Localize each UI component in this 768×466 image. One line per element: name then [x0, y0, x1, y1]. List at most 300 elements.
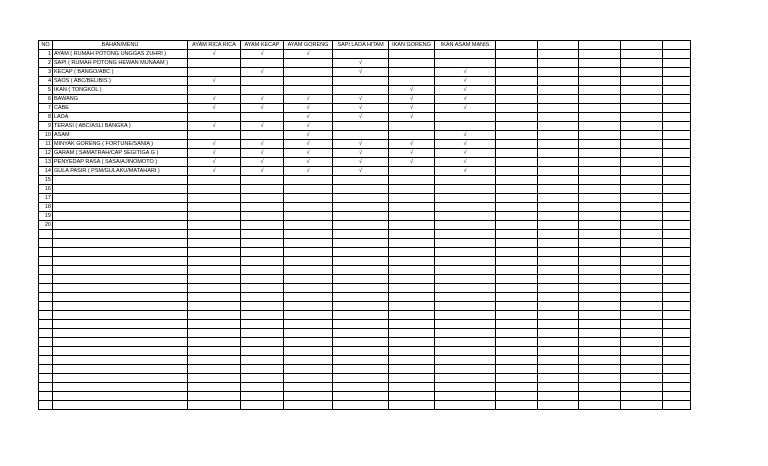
empty-cell	[579, 338, 621, 347]
empty-cell	[389, 356, 435, 365]
empty-cell	[53, 401, 188, 410]
check-mark-cell	[621, 194, 663, 203]
empty-cell	[333, 293, 389, 302]
check-mark-cell	[241, 59, 284, 68]
empty-cell	[663, 401, 691, 410]
ingredient-cell: ASAM	[53, 131, 188, 140]
empty-cell	[621, 311, 663, 320]
check-mark-cell: √	[284, 50, 333, 59]
check-mark-cell	[496, 113, 538, 122]
ingredient-menu-table	[38, 40, 691, 410]
check-mark-cell	[284, 59, 333, 68]
empty-cell	[333, 356, 389, 365]
empty-cell	[241, 356, 284, 365]
empty-cell	[579, 365, 621, 374]
empty-cell	[53, 284, 188, 293]
empty-cell	[333, 347, 389, 356]
empty-cell	[53, 248, 188, 257]
ingredient-cell: SAPI ( RUMAH POTONG HEWAN MUNAAM )	[53, 59, 188, 68]
check-mark-cell: √	[333, 104, 389, 113]
table-row	[39, 221, 691, 230]
empty-cell	[621, 365, 663, 374]
check-mark-cell	[663, 176, 691, 185]
check-mark-cell	[333, 50, 389, 59]
empty-cell	[333, 311, 389, 320]
check-mark-cell	[663, 122, 691, 131]
empty-cell	[389, 401, 435, 410]
check-mark-cell	[241, 212, 284, 221]
ingredient-cell: PENYEDAP RASA ( SASA/AJINOMOTO )	[53, 158, 188, 167]
empty-cell	[284, 275, 333, 284]
check-mark-cell	[663, 68, 691, 77]
empty-cell	[284, 392, 333, 401]
empty-cell	[435, 347, 496, 356]
empty-cell	[496, 320, 538, 329]
empty-cell	[496, 374, 538, 383]
table-row-empty	[39, 311, 691, 320]
empty-cell	[53, 320, 188, 329]
empty-cell	[53, 374, 188, 383]
empty-cell	[579, 275, 621, 284]
empty-cell	[389, 338, 435, 347]
empty-cell	[39, 401, 53, 410]
check-mark-cell	[538, 140, 579, 149]
empty-cell	[39, 383, 53, 392]
empty-cell	[663, 338, 691, 347]
check-mark-cell	[435, 176, 496, 185]
check-mark-cell	[389, 212, 435, 221]
table-row-empty	[39, 320, 691, 329]
empty-cell	[284, 320, 333, 329]
empty-cell	[538, 266, 579, 275]
empty-cell	[333, 401, 389, 410]
empty-cell	[435, 257, 496, 266]
empty-cell	[39, 284, 53, 293]
ingredient-cell	[53, 212, 188, 221]
empty-cell	[188, 401, 241, 410]
empty-cell	[241, 374, 284, 383]
empty-cell	[241, 338, 284, 347]
check-mark-cell: √	[435, 149, 496, 158]
empty-cell	[39, 347, 53, 356]
empty-cell	[538, 320, 579, 329]
empty-cell	[621, 302, 663, 311]
check-mark-cell	[579, 104, 621, 113]
row-number: 1	[39, 50, 53, 59]
row-number: 5	[39, 86, 53, 95]
table-row	[39, 86, 691, 95]
check-mark-cell	[579, 86, 621, 95]
check-mark-cell: √	[389, 95, 435, 104]
empty-cell	[663, 356, 691, 365]
ingredient-cell: TERASI ( ABC/ASLI BANGKA )	[53, 122, 188, 131]
table-row-empty	[39, 356, 691, 365]
check-mark-cell	[579, 68, 621, 77]
check-mark-cell: √	[241, 95, 284, 104]
empty-cell	[39, 311, 53, 320]
check-mark-cell	[389, 131, 435, 140]
empty-cell	[496, 401, 538, 410]
empty-cell	[39, 320, 53, 329]
empty-cell	[389, 365, 435, 374]
check-mark-cell	[188, 131, 241, 140]
check-mark-cell	[579, 113, 621, 122]
check-mark-cell	[621, 140, 663, 149]
check-mark-cell: √	[284, 158, 333, 167]
empty-cell	[435, 284, 496, 293]
empty-cell	[538, 329, 579, 338]
empty-cell	[53, 338, 188, 347]
check-mark-cell	[538, 86, 579, 95]
table-row	[39, 176, 691, 185]
check-mark-cell	[389, 77, 435, 86]
check-mark-cell: √	[435, 77, 496, 86]
empty-cell	[538, 275, 579, 284]
ingredient-cell	[53, 194, 188, 203]
table-row	[39, 167, 691, 176]
check-mark-cell	[333, 221, 389, 230]
empty-cell	[39, 248, 53, 257]
header-menu: IKAN ASAM MANIS	[435, 41, 496, 50]
empty-cell	[188, 239, 241, 248]
ingredient-cell	[53, 176, 188, 185]
empty-cell	[241, 230, 284, 239]
empty-cell	[621, 347, 663, 356]
header-no: NO	[39, 41, 53, 50]
header-menu: AYAM GORENG	[284, 41, 333, 50]
empty-cell	[333, 266, 389, 275]
empty-cell	[333, 392, 389, 401]
check-mark-cell	[496, 167, 538, 176]
empty-cell	[284, 302, 333, 311]
check-mark-cell: √	[188, 167, 241, 176]
empty-cell	[435, 239, 496, 248]
check-mark-cell	[538, 176, 579, 185]
empty-cell	[621, 239, 663, 248]
check-mark-cell	[188, 194, 241, 203]
empty-cell	[333, 329, 389, 338]
check-mark-cell	[496, 122, 538, 131]
check-mark-cell	[435, 59, 496, 68]
check-mark-cell	[663, 158, 691, 167]
row-number: 8	[39, 113, 53, 122]
empty-cell	[389, 239, 435, 248]
empty-cell	[389, 311, 435, 320]
empty-cell	[39, 266, 53, 275]
empty-cell	[663, 392, 691, 401]
empty-cell	[621, 320, 663, 329]
empty-cell	[284, 401, 333, 410]
check-mark-cell	[435, 212, 496, 221]
check-mark-cell: √	[188, 104, 241, 113]
empty-cell	[333, 257, 389, 266]
check-mark-cell	[579, 221, 621, 230]
check-mark-cell	[663, 194, 691, 203]
check-mark-cell	[579, 77, 621, 86]
empty-cell	[188, 266, 241, 275]
empty-cell	[389, 275, 435, 284]
empty-cell	[39, 338, 53, 347]
header-menu: SAPI LADA HITAM	[333, 41, 389, 50]
check-mark-cell	[435, 113, 496, 122]
empty-cell	[579, 347, 621, 356]
empty-cell	[663, 284, 691, 293]
empty-cell	[538, 293, 579, 302]
check-mark-cell	[621, 203, 663, 212]
empty-cell	[389, 329, 435, 338]
empty-cell	[389, 293, 435, 302]
empty-cell	[496, 239, 538, 248]
empty-cell	[621, 338, 663, 347]
empty-cell	[284, 239, 333, 248]
check-mark-cell: √	[435, 68, 496, 77]
ingredient-cell: SAOS ( ABC/BELIBIS )	[53, 77, 188, 86]
empty-cell	[389, 347, 435, 356]
check-mark-cell	[663, 185, 691, 194]
check-mark-cell	[663, 50, 691, 59]
table-row	[39, 59, 691, 68]
empty-cell	[621, 392, 663, 401]
check-mark-cell	[389, 50, 435, 59]
row-number: 19	[39, 212, 53, 221]
check-mark-cell	[333, 203, 389, 212]
empty-cell	[496, 383, 538, 392]
check-mark-cell	[663, 203, 691, 212]
check-mark-cell	[284, 77, 333, 86]
empty-cell	[39, 275, 53, 284]
check-mark-cell	[389, 59, 435, 68]
empty-cell	[241, 239, 284, 248]
ingredient-cell	[53, 203, 188, 212]
check-mark-cell	[188, 176, 241, 185]
empty-cell	[579, 293, 621, 302]
ingredient-cell: GARAM ( SAMATRAH/CAP SEGITIGA G )	[53, 149, 188, 158]
empty-cell	[53, 302, 188, 311]
check-mark-cell	[538, 131, 579, 140]
check-mark-cell: √	[241, 149, 284, 158]
row-number: 4	[39, 77, 53, 86]
check-mark-cell	[538, 158, 579, 167]
empty-cell	[579, 239, 621, 248]
empty-cell	[241, 329, 284, 338]
empty-cell	[538, 365, 579, 374]
check-mark-cell	[663, 212, 691, 221]
row-number: 18	[39, 203, 53, 212]
empty-cell	[621, 374, 663, 383]
empty-cell	[496, 347, 538, 356]
check-mark-cell	[333, 194, 389, 203]
check-mark-cell	[579, 95, 621, 104]
empty-cell	[241, 383, 284, 392]
check-mark-cell	[663, 104, 691, 113]
check-mark-cell	[621, 221, 663, 230]
table-row-empty	[39, 338, 691, 347]
table-body	[39, 50, 691, 410]
check-mark-cell	[621, 104, 663, 113]
table-row	[39, 113, 691, 122]
empty-cell	[538, 401, 579, 410]
table-row-empty	[39, 302, 691, 311]
check-mark-cell	[579, 176, 621, 185]
empty-cell	[435, 311, 496, 320]
ingredient-cell: CABE	[53, 104, 188, 113]
row-number: 7	[39, 104, 53, 113]
check-mark-cell: √	[241, 104, 284, 113]
check-mark-cell: √	[435, 104, 496, 113]
empty-cell	[538, 356, 579, 365]
empty-cell	[435, 230, 496, 239]
empty-cell	[621, 275, 663, 284]
check-mark-cell: √	[284, 122, 333, 131]
empty-cell	[621, 383, 663, 392]
check-mark-cell	[496, 140, 538, 149]
empty-cell	[496, 302, 538, 311]
empty-cell	[621, 248, 663, 257]
check-mark-cell	[389, 185, 435, 194]
empty-cell	[333, 275, 389, 284]
empty-cell	[663, 365, 691, 374]
empty-cell	[241, 248, 284, 257]
check-mark-cell: √	[241, 68, 284, 77]
check-mark-cell	[241, 185, 284, 194]
empty-cell	[621, 401, 663, 410]
check-mark-cell	[621, 50, 663, 59]
empty-cell	[188, 374, 241, 383]
table-row	[39, 131, 691, 140]
check-mark-cell	[333, 212, 389, 221]
check-mark-cell	[333, 77, 389, 86]
check-mark-cell	[579, 185, 621, 194]
empty-cell	[435, 329, 496, 338]
check-mark-cell	[389, 194, 435, 203]
check-mark-cell	[579, 131, 621, 140]
empty-cell	[538, 230, 579, 239]
check-mark-cell: √	[333, 158, 389, 167]
empty-cell	[39, 365, 53, 374]
table-row	[39, 149, 691, 158]
row-number: 17	[39, 194, 53, 203]
empty-cell	[389, 230, 435, 239]
row-number: 2	[39, 59, 53, 68]
empty-cell	[53, 275, 188, 284]
empty-cell	[663, 257, 691, 266]
empty-cell	[284, 356, 333, 365]
empty-cell	[621, 329, 663, 338]
check-mark-cell	[496, 158, 538, 167]
check-mark-cell	[496, 131, 538, 140]
check-mark-cell: √	[435, 86, 496, 95]
empty-cell	[435, 365, 496, 374]
check-mark-cell	[188, 59, 241, 68]
header-menu	[579, 41, 621, 50]
check-mark-cell	[496, 194, 538, 203]
empty-cell	[39, 356, 53, 365]
check-mark-cell: √	[284, 95, 333, 104]
check-mark-cell: √	[333, 149, 389, 158]
check-mark-cell	[241, 203, 284, 212]
check-mark-cell	[496, 77, 538, 86]
ingredient-cell: AYAM ( RUMAH POTONG UNGGAS ZUHRI )	[53, 50, 188, 59]
check-mark-cell	[389, 68, 435, 77]
check-mark-cell: √	[435, 131, 496, 140]
table-row-empty	[39, 257, 691, 266]
row-number: 9	[39, 122, 53, 131]
empty-cell	[496, 257, 538, 266]
table-row	[39, 95, 691, 104]
row-number: 11	[39, 140, 53, 149]
table-row	[39, 194, 691, 203]
check-mark-cell: √	[188, 149, 241, 158]
check-mark-cell: √	[333, 68, 389, 77]
check-mark-cell	[188, 113, 241, 122]
table-row-empty	[39, 266, 691, 275]
empty-cell	[389, 320, 435, 329]
empty-cell	[284, 383, 333, 392]
empty-cell	[496, 284, 538, 293]
header-menu: AYAM RICA RICA	[188, 41, 241, 50]
empty-cell	[496, 230, 538, 239]
empty-cell	[333, 383, 389, 392]
check-mark-cell	[241, 86, 284, 95]
check-mark-cell: √	[241, 167, 284, 176]
empty-cell	[241, 266, 284, 275]
empty-cell	[579, 230, 621, 239]
table-row	[39, 140, 691, 149]
empty-cell	[241, 302, 284, 311]
empty-cell	[389, 257, 435, 266]
empty-cell	[39, 374, 53, 383]
check-mark-cell	[663, 59, 691, 68]
empty-cell	[284, 311, 333, 320]
check-mark-cell	[538, 167, 579, 176]
table-row	[39, 50, 691, 59]
empty-cell	[241, 401, 284, 410]
check-mark-cell	[538, 185, 579, 194]
check-mark-cell	[284, 194, 333, 203]
empty-cell	[663, 293, 691, 302]
check-mark-cell	[496, 221, 538, 230]
check-mark-cell	[538, 221, 579, 230]
ingredient-cell: KECAP ( BANGO/ABC )	[53, 68, 188, 77]
check-mark-cell	[579, 203, 621, 212]
check-mark-cell	[241, 131, 284, 140]
check-mark-cell	[496, 59, 538, 68]
table-row	[39, 122, 691, 131]
empty-cell	[39, 239, 53, 248]
check-mark-cell	[663, 86, 691, 95]
empty-cell	[333, 302, 389, 311]
check-mark-cell	[663, 167, 691, 176]
empty-cell	[53, 347, 188, 356]
empty-cell	[579, 302, 621, 311]
check-mark-cell	[496, 212, 538, 221]
empty-cell	[241, 284, 284, 293]
empty-cell	[188, 383, 241, 392]
empty-cell	[284, 338, 333, 347]
empty-cell	[663, 311, 691, 320]
empty-cell	[496, 275, 538, 284]
empty-cell	[53, 329, 188, 338]
check-mark-cell	[496, 68, 538, 77]
check-mark-cell: √	[241, 140, 284, 149]
empty-cell	[663, 248, 691, 257]
check-mark-cell	[188, 68, 241, 77]
empty-cell	[663, 275, 691, 284]
check-mark-cell	[621, 95, 663, 104]
empty-cell	[538, 338, 579, 347]
check-mark-cell	[538, 95, 579, 104]
empty-cell	[333, 374, 389, 383]
